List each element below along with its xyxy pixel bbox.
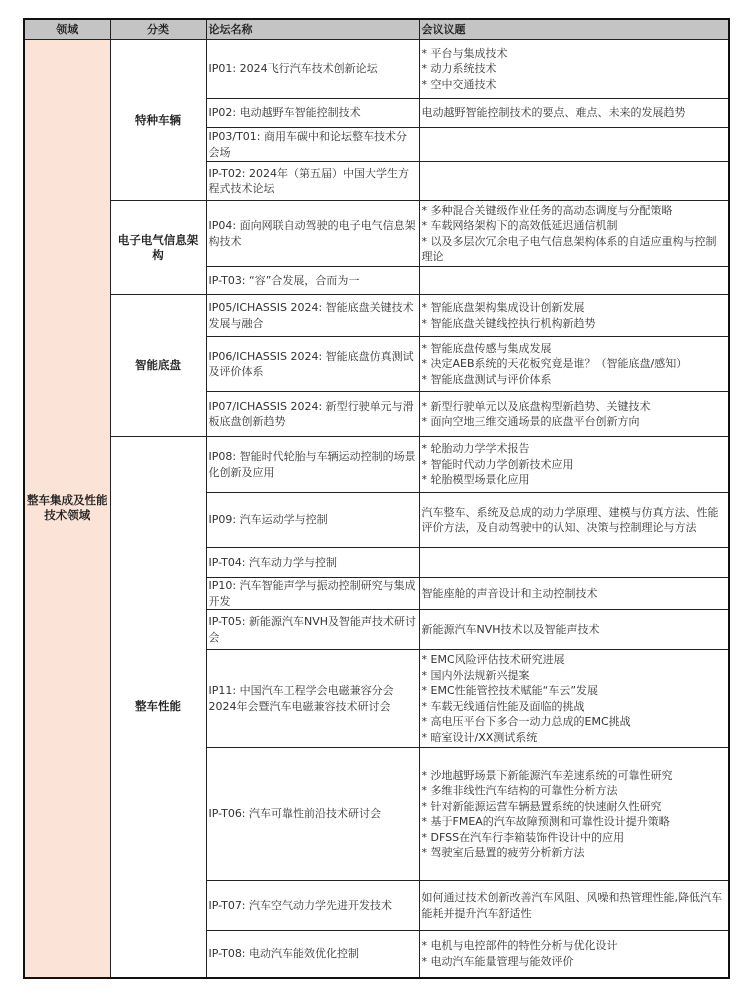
topics-cell	[419, 128, 729, 162]
topic-item: * 电动汽车能量管理与能效评价	[422, 954, 727, 970]
forum-name-cell: IP01: 2024飞行汽车技术创新论坛	[206, 40, 419, 99]
topic-list	[422, 441, 727, 488]
topic-item: * 车载无线通信性能及面临的挑战	[422, 699, 727, 715]
forum-name-cell: IP03/T01: 商用车碳中和论坛整车技术分会场	[206, 128, 419, 162]
topic-item: * 新型行驶单元以及底盘构型新趋势、关键技术	[422, 399, 727, 415]
forum-name-cell: IP09: 汽车运动学与控制	[206, 493, 419, 548]
topic-item: * 沙地越野场景下新能源汽车差速系统的可靠性研究	[422, 768, 727, 784]
topic-item: * 智能时代动力学创新技术应用	[422, 457, 727, 473]
topic-list	[422, 46, 727, 93]
header-topics: 会议议题	[419, 19, 729, 40]
topic-list	[422, 652, 727, 745]
forum-name-cell: IP05/ICHASSIS 2024: 智能底盘关键技术发展与融合	[206, 295, 419, 337]
forum-name-cell: IP-T06: 汽车可靠性前沿技术研讨会	[206, 748, 419, 881]
forum-name-cell: IP-T02: 2024年（第五届）中国大学生方程式技术论坛	[206, 162, 419, 201]
topic-list	[422, 938, 727, 969]
topic-item: * 以及多层次冗余电子电气信息架构体系的自适应重构与控制理论	[422, 234, 727, 265]
domain-cell: 整车集成及性能技术领域	[24, 40, 110, 978]
topic-item: * 多种混合关键级作业任务的高动态调度与分配策略	[422, 203, 727, 219]
table-row	[24, 295, 729, 337]
topic-item: * 国内外法规新兴提案	[422, 668, 727, 684]
topics-cell	[419, 201, 729, 267]
topics-cell	[419, 267, 729, 295]
forum-table	[23, 18, 730, 979]
category-cell: 整车性能	[110, 437, 206, 978]
topics-cell	[419, 748, 729, 881]
forum-name-cell: IP-T08: 电动汽车能效优化控制	[206, 931, 419, 978]
topic-item: * 平台与集成技术	[422, 46, 727, 62]
topics-cell: 如何通过技术创新改善汽车风阻、风噪和热管理性能,降低汽车能耗并提升汽车舒适性	[419, 881, 729, 931]
header-row	[24, 19, 729, 40]
header-forum-name: 论坛名称	[206, 19, 419, 40]
topics-cell	[419, 931, 729, 978]
topic-item: * 智能底盘传感与集成发展	[422, 341, 727, 357]
topic-item: * 空中交通技术	[422, 77, 727, 93]
topics-cell: 智能座舱的声音设计和主动控制技术	[419, 578, 729, 610]
forum-name-cell: IP06/ICHASSIS 2024: 智能底盘仿真测试及评价体系	[206, 337, 419, 392]
forum-name-cell: IP-T04: 汽车动力学与控制	[206, 548, 419, 578]
category-cell: 智能底盘	[110, 295, 206, 437]
forum-name-cell: IP04: 面向网联自动驾驶的电子电气信息架构技术	[206, 201, 419, 267]
topics-cell	[419, 650, 729, 748]
category-cell: 电子电气信息架构	[110, 201, 206, 295]
topics-cell: 汽车整车、系统及总成的动力学原理、建模与仿真方法、性能评价方法，及自动驾驶中的认知、决策与控制理论与方法	[419, 493, 729, 548]
topic-list	[422, 341, 727, 388]
topic-item: * 基于FMEA的汽车故障预测和可靠性设计提升策略	[422, 814, 727, 830]
topics-cell	[419, 548, 729, 578]
topics-cell	[419, 437, 729, 493]
topic-item: * 动力系统技术	[422, 61, 727, 77]
topic-list	[422, 300, 727, 331]
table-row	[24, 201, 729, 267]
topics-cell	[419, 162, 729, 201]
topic-item: * 车载网络架构下的高效低延迟通信机制	[422, 218, 727, 234]
forum-name-cell: IP08: 智能时代轮胎与车辆运动控制的场景化创新及应用	[206, 437, 419, 493]
topic-item: * 电机与电控部件的特性分析与优化设计	[422, 938, 727, 954]
topic-list	[422, 399, 727, 430]
forum-name-cell: IP-T07: 汽车空气动力学先进开发技术	[206, 881, 419, 931]
topic-item: * 决定AEB系统的天花板究竟是谁？（智能底盘/感知）	[422, 356, 727, 372]
forum-name-cell: IP07/ICHASSIS 2024: 新型行驶单元与滑板底盘创新趋势	[206, 392, 419, 437]
topics-cell	[419, 337, 729, 392]
topic-item: * EMC风险评估技术研究进展	[422, 652, 727, 668]
topic-list	[422, 768, 727, 861]
topic-item: * 智能底盘关键线控执行机构新趋势	[422, 316, 727, 332]
forum-name-cell: IP11: 中国汽车工程学会电磁兼容分会2024年会暨汽车电磁兼容技术研讨会	[206, 650, 419, 748]
topics-cell	[419, 40, 729, 99]
forum-name-cell: IP-T05: 新能源汽车NVH及智能声技术研讨会	[206, 610, 419, 650]
header-category: 分类	[110, 19, 206, 40]
forum-name-cell: IP-T03: “容”合发展，合而为一	[206, 267, 419, 295]
topics-cell: 新能源汽车NVH技术以及智能声技术	[419, 610, 729, 650]
topic-item: * 轮胎模型场景化应用	[422, 472, 727, 488]
topic-item: * 针对新能源运营车辆悬置系统的快速耐久性研究	[422, 799, 727, 815]
topic-item: * 多维非线性汽车结构的可靠性分析方法	[422, 783, 727, 799]
topic-list	[422, 203, 727, 265]
header-domain: 领域	[24, 19, 110, 40]
topic-item: * EMC性能管控技术赋能“车云”发展	[422, 683, 727, 699]
table-row	[24, 40, 729, 99]
topics-cell: 电动越野智能控制技术的要点、难点、未来的发展趋势	[419, 99, 729, 128]
forum-name-cell: IP02: 电动越野车智能控制技术	[206, 99, 419, 128]
topic-item: * 高电压平台下多合一动力总成的EMC挑战	[422, 714, 727, 730]
topic-item: * 面向空地三维交通场景的底盘平台创新方向	[422, 414, 727, 430]
topic-item: * 轮胎动力学学术报告	[422, 441, 727, 457]
category-cell: 特种车辆	[110, 40, 206, 201]
topic-item: * 暗室设计/XX测试系统	[422, 730, 727, 746]
forum-name-cell: IP10: 汽车智能声学与振动控制研究与集成开发	[206, 578, 419, 610]
table-row	[24, 437, 729, 493]
topic-item: * DFSS在汽车行李箱装饰件设计中的应用	[422, 830, 727, 846]
topic-item: * 驾驶室后悬置的疲劳分析新方法	[422, 845, 727, 861]
topics-cell	[419, 295, 729, 337]
topic-item: * 智能底盘架构集成设计创新发展	[422, 300, 727, 316]
topic-item: * 智能底盘测试与评价体系	[422, 372, 727, 388]
topics-cell	[419, 392, 729, 437]
